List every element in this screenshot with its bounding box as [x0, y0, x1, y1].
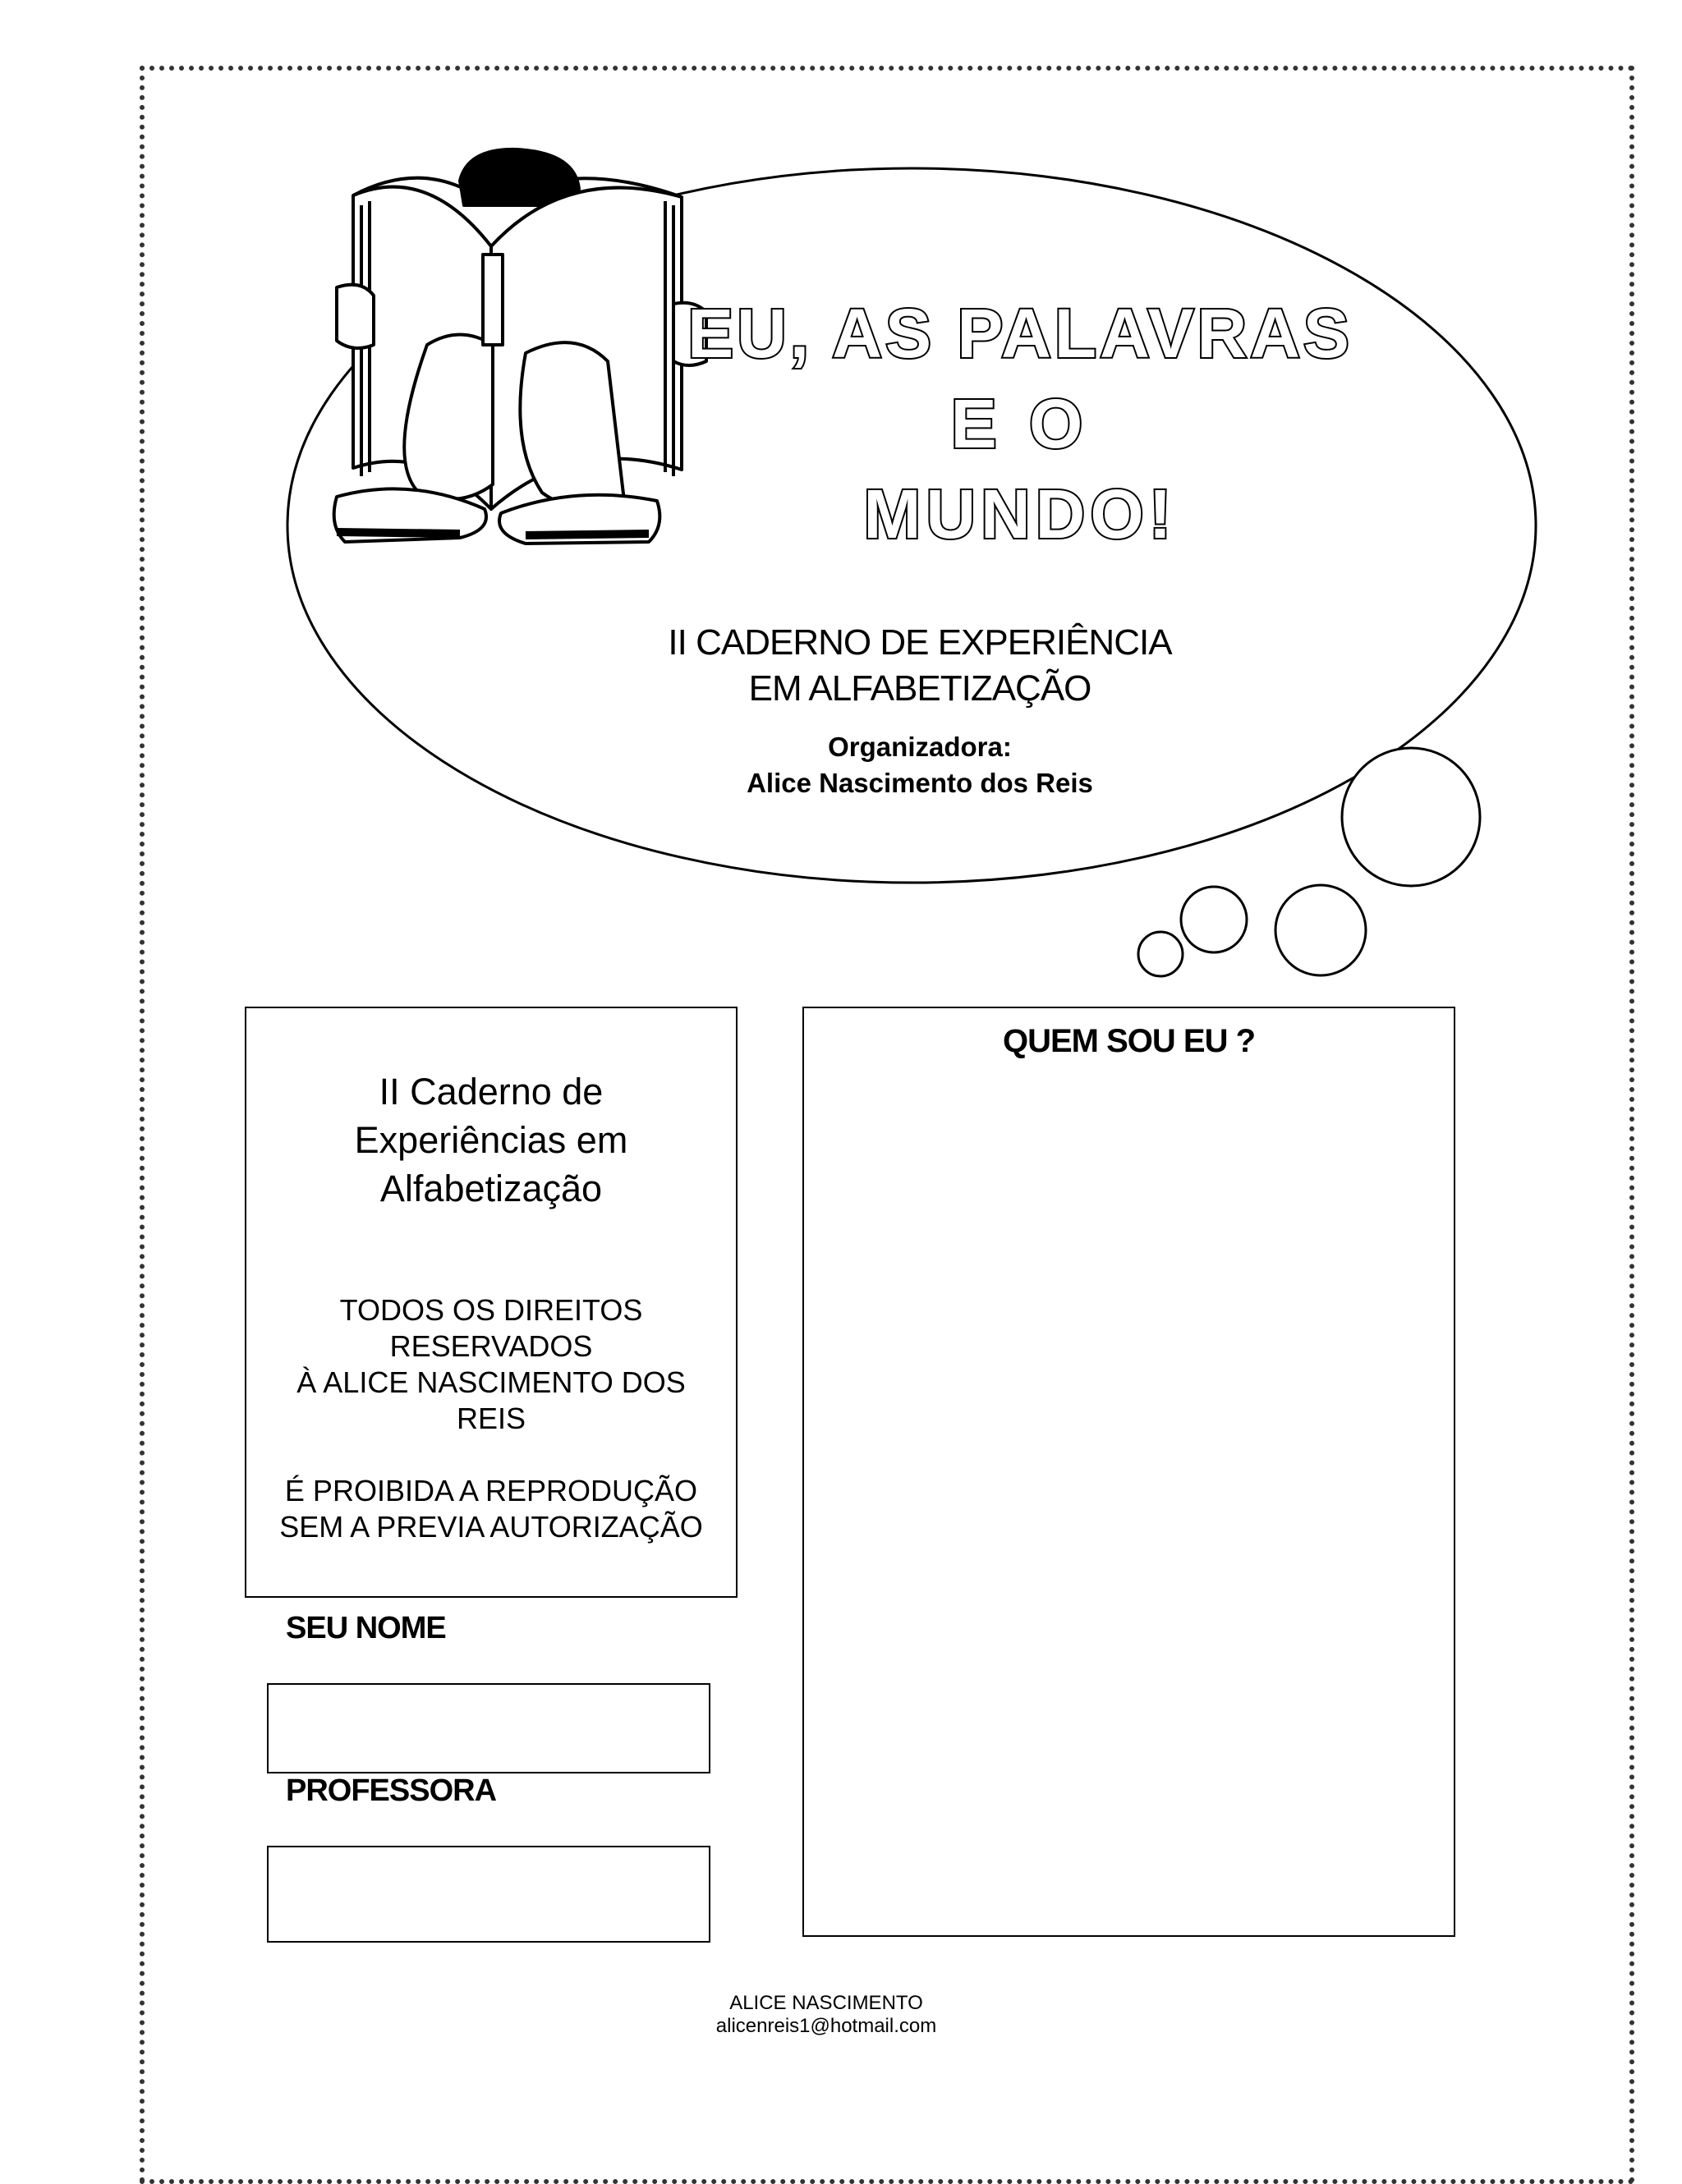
who-am-i-title: QUEM SOU EU ? — [1002, 1023, 1256, 1059]
thought-bubble-dot-medium — [1275, 885, 1366, 975]
rights-line: À ALICE NASCIMENTO DOS — [296, 1365, 686, 1399]
prohibition-line: É PROIBIDA A REPRODUÇÃO — [284, 1474, 698, 1507]
notebook-title-line-1: II CADERNO DE EXPERIÊNCIA — [668, 622, 1172, 663]
rights-heading-line: II Caderno de — [379, 1071, 604, 1113]
name-field[interactable] — [267, 1683, 710, 1773]
thought-bubble-dot-small — [1181, 887, 1247, 952]
rights-line: REIS — [456, 1402, 526, 1435]
logo-line-3: MUNDO! — [863, 475, 1177, 553]
rights-line: RESERVADOS — [389, 1329, 593, 1363]
rights-heading — [246, 1067, 736, 1213]
rights-box — [245, 1007, 738, 1598]
rights-notice — [246, 1292, 736, 1545]
footer-email: alicenreis1@hotmail.com — [715, 2015, 937, 2037]
cover-illustration — [0, 0, 1682, 1026]
organizer-block — [608, 729, 1232, 801]
footer-author: ALICE NASCIMENTO — [729, 1992, 923, 2014]
notebook-title-line-2: EM ALFABETIZAÇÃO — [748, 668, 1091, 709]
footer — [575, 1992, 1078, 2038]
rights-spacer — [246, 1437, 736, 1473]
teacher-field[interactable] — [267, 1846, 710, 1943]
teacher-label: PROFESSORA — [286, 1773, 497, 1808]
organizer-name: Alice Nascimento dos Reis — [747, 768, 1093, 798]
notebook-title — [608, 620, 1232, 712]
rights-heading-line: Alfabetização — [379, 1168, 603, 1209]
thought-bubble-dot-tiny — [1138, 932, 1183, 976]
who-am-i-box[interactable] — [802, 1007, 1455, 1937]
prohibition-line: SEM A PREVIA AUTORIZAÇÃO — [279, 1510, 703, 1544]
rights-heading-line: Experiências em — [354, 1119, 628, 1161]
logo-line-1: EU, AS PALAVRAS — [687, 295, 1353, 372]
name-label: SEU NOME — [286, 1611, 446, 1645]
organizer-label: Organizadora: — [828, 732, 1012, 762]
rights-line: TODOS OS DIREITOS — [339, 1293, 643, 1327]
thought-bubble-dot-large — [1342, 748, 1480, 886]
logo-line-2: E O — [950, 385, 1090, 462]
